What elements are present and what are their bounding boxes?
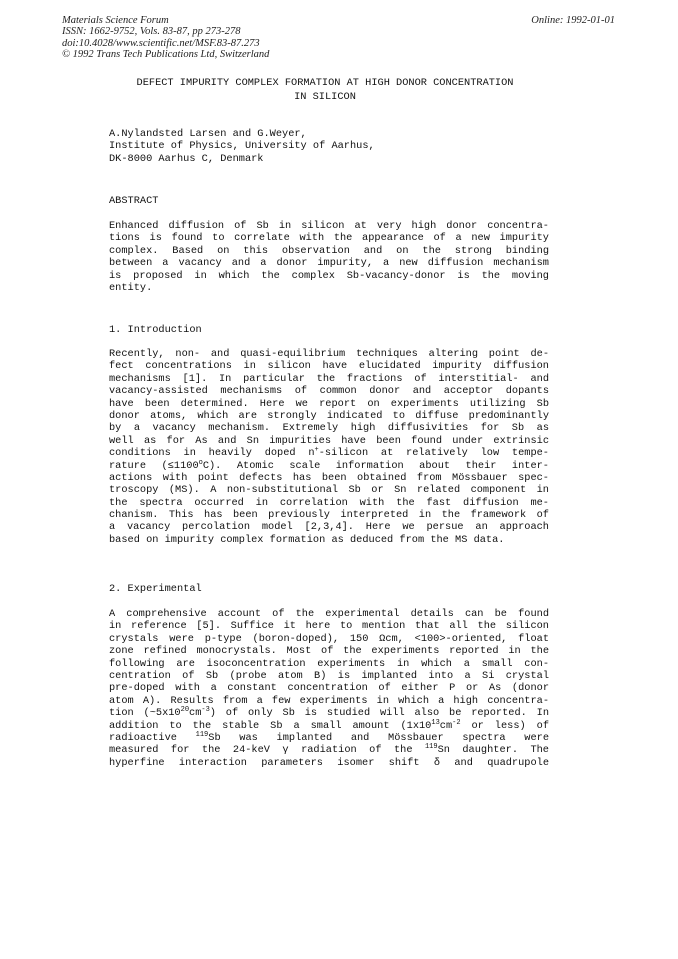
exp-line: A comprehensive account of the experimental details can be found — [109, 608, 549, 620]
abstract-line: Enhanced diffusion of Sb in silicon at very high donor concentra- — [109, 220, 549, 232]
introduction-heading — [109, 324, 549, 336]
introduction-body — [109, 348, 549, 546]
exp-text: measured for the 24-keV γ radiation of the — [109, 744, 425, 757]
abstract-heading — [109, 195, 549, 207]
intro-text: rature (≤1100 — [109, 459, 199, 472]
exp-text: tion (~5x10 — [109, 707, 181, 720]
intro-line — [109, 447, 549, 459]
issn-line: ISSN: 1662-9752, Vols. 83-87, pp 273-278 — [62, 26, 241, 38]
abstract-body — [109, 220, 549, 294]
exp-line — [109, 707, 549, 719]
experimental-heading-text: 2. Experimental — [109, 583, 202, 595]
exp-line: in reference [5]. Suffice it here to mention that all the silicon — [109, 620, 549, 633]
superscript: 119 — [195, 730, 209, 739]
superscript: -3 — [201, 706, 210, 715]
doi-line: doi:10.4028/www.scientific.net/MSF.83-87.273 — [62, 37, 260, 49]
abstract-line: entity. — [109, 281, 153, 294]
superscript: 119 — [424, 743, 438, 752]
intro-text: -silicon at relatively low tempe- — [318, 447, 549, 460]
exp-text: Sn daughter. The — [437, 744, 549, 757]
exp-line — [109, 732, 549, 744]
intro-line: by a vacancy mechanism. Extremely high diffusivities for Sb as — [109, 422, 549, 435]
author-names: A.Nylandsted Larsen and G.Weyer, — [109, 128, 307, 140]
intro-text: C). Atomic scale information about their inter- — [202, 459, 549, 472]
exp-line — [109, 720, 549, 732]
intro-line — [109, 460, 549, 472]
exp-line: hyperfine interaction parameters isomer shift δ and quadrupole — [109, 756, 549, 769]
intro-line: chanism. This has been previously interpreted in the framework of — [109, 509, 549, 522]
intro-line: actions with point defects has been obtained from Mössbauer spec- — [109, 471, 549, 484]
exp-line: crystals were p-type (boron-doped), 150 Ωcm, <100>-oriented, float — [109, 632, 549, 645]
intro-line: based on impurity complex formation as deduced from the MS data. — [109, 533, 505, 546]
author-block — [109, 128, 549, 165]
title-line-1: DEFECT IMPURITY COMPLEX FORMATION AT HIGH DONOR CONCENTRATION — [136, 77, 514, 89]
exp-text: cm — [189, 707, 202, 720]
exp-line: following are isoconcentration experiments in which a small con- — [109, 657, 549, 670]
exp-text: ) of only Sb is studied will also be reported. In — [209, 707, 549, 720]
intro-line: mechanisms [1]. In particular the fractions of interstitial- and — [109, 372, 549, 385]
exp-text: or less) of — [460, 719, 549, 732]
superscript: + — [314, 446, 319, 455]
introduction-heading-text: 1. Introduction — [109, 324, 202, 336]
abstract-line: tions is found to correlate with the appearance of a new impurity — [109, 232, 549, 245]
copyright-line: © 1992 Trans Tech Publications Ltd, Switzerland — [62, 49, 270, 61]
exp-line: pre-doped with a constant concentration of either P or As (donor — [109, 682, 549, 695]
abstract-line: is proposed in which the complex Sb-vacancy-donor is the moving — [109, 269, 549, 282]
exp-text: addition to the stable Sb a small amount (1x10 — [109, 719, 432, 732]
experimental-heading — [109, 583, 549, 595]
online-date: Online: 1992-01-01 — [531, 15, 615, 26]
superscript: 13 — [431, 718, 440, 727]
journal-name: Materials Science Forum — [62, 15, 169, 26]
experimental-body — [109, 608, 549, 769]
intro-line: fect concentrations in silicon have elucidated impurity diffusion — [109, 360, 549, 373]
intro-line: well as for As and Sn impurities have been found under extrinsic — [109, 434, 549, 447]
journal-header — [62, 15, 269, 61]
exp-line: atom A). Results from a few experiments in which a high concentra- — [109, 694, 549, 707]
abstract-line: between a vacancy and a donor impurity, a new diffusion mechanism — [109, 257, 549, 270]
superscript: o — [198, 458, 203, 467]
intro-line: a vacancy percolation model [2,3,4]. Here we persue an approach — [109, 521, 549, 534]
intro-line: troscopy (MS). A non-substitutional Sb or Sn related component in — [109, 484, 549, 497]
title-line-2: IN SILICON — [294, 91, 356, 103]
exp-line: centration of Sb (probe atom B) is implanted into a Si crystal — [109, 669, 549, 682]
intro-line: have been determined. Here we report on experiments utilizing Sb — [109, 397, 549, 410]
author-institute: Institute of Physics, University of Aarhus, — [109, 140, 375, 153]
superscript: 20 — [180, 706, 190, 715]
exp-text: cm — [439, 719, 453, 732]
paper-title — [110, 76, 540, 104]
abstract-heading-text: ABSTRACT — [109, 195, 159, 207]
intro-line: vacancy-assisted mechanisms of common donor and acceptor dopants — [109, 385, 549, 398]
exp-line: zone refined monocrystals. Most of the experiments reported in the — [109, 645, 549, 658]
abstract-line: complex. Based on this observation and on the strong binding — [109, 244, 549, 257]
exp-line — [109, 744, 549, 756]
intro-text: conditions in heavily doped n — [109, 447, 315, 460]
exp-text: radioactive — [109, 731, 196, 744]
intro-line: the spectra occurred in correlation with the fast diffusion me- — [109, 496, 549, 509]
author-address: DK-8000 Aarhus C, Denmark — [109, 152, 264, 165]
intro-line: donor atoms, which are strongly indicated to diffuse predominantly — [109, 409, 549, 422]
superscript: -2 — [452, 718, 461, 727]
intro-line: Recently, non- and quasi-equilibrium techniques altering point de- — [109, 348, 549, 360]
exp-text: Sb was implanted and Mössbauer spectra were — [208, 731, 549, 744]
